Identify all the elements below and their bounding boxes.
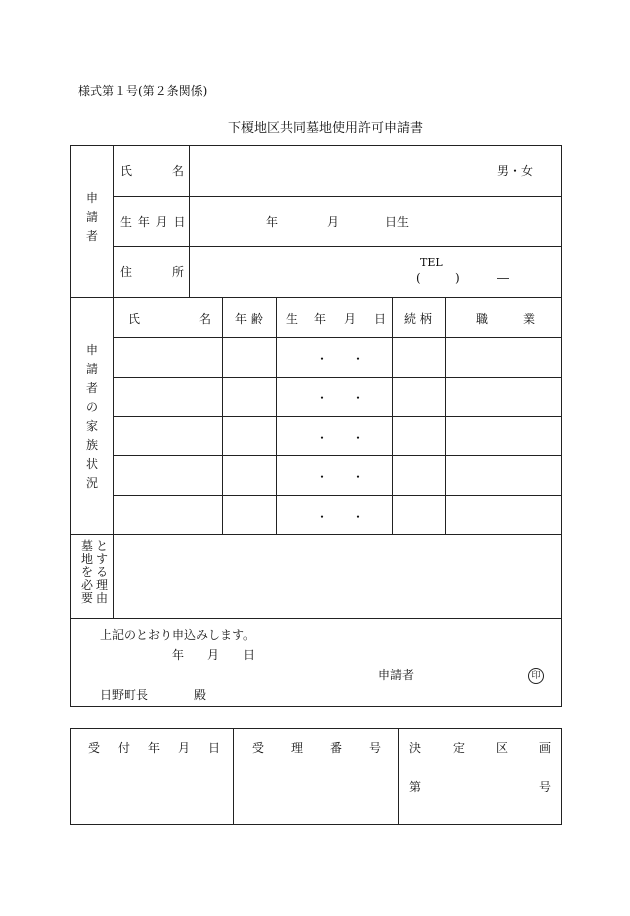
addressee: 日野町長 bbox=[100, 688, 149, 702]
family-header-name-2: 名 bbox=[199, 312, 212, 326]
applicant-name-label-1: 氏 bbox=[120, 164, 133, 178]
family-row-dob-separators: ・ ・ bbox=[316, 470, 365, 484]
declaration-year[interactable]: 年 bbox=[172, 648, 185, 662]
family-header-dob-2: 年 bbox=[314, 312, 327, 326]
tel-field[interactable] bbox=[420, 270, 540, 286]
office-number-3: 番 bbox=[330, 741, 343, 755]
office-received-4: 月 bbox=[178, 741, 191, 755]
office-decision-2: 定 bbox=[453, 741, 466, 755]
family-header-occupation-2: 業 bbox=[523, 312, 536, 326]
declaration-month[interactable]: 月 bbox=[207, 648, 220, 662]
office-number-2: 理 bbox=[291, 741, 304, 755]
family-header-dob-3: 月 bbox=[344, 312, 357, 326]
applicant-name-field[interactable] bbox=[191, 147, 491, 195]
family-header-relation: 続 柄 bbox=[404, 312, 432, 326]
applicant-address-label-1: 住 bbox=[120, 265, 133, 279]
tel-label: TEL bbox=[420, 256, 443, 269]
family-header-dob-4: 日 bbox=[374, 312, 387, 326]
tel-paren-open: ( bbox=[416, 271, 421, 285]
seal-mark: 印 bbox=[528, 668, 544, 684]
family-header-name-1: 氏 bbox=[128, 312, 141, 326]
form-title: 下榎地区共同墓地使用許可申請書 bbox=[228, 121, 424, 136]
declaration-applicant-label: 申請者 bbox=[378, 668, 415, 682]
family-section-label: 申 請 者 の 家 族 状 況 bbox=[85, 343, 98, 490]
office-received-2: 付 bbox=[118, 741, 131, 755]
family-row-dob-separators: ・ ・ bbox=[316, 391, 365, 405]
application-form-table bbox=[70, 145, 562, 707]
applicant-name-label-2: 名 bbox=[172, 164, 185, 178]
applicant-dob-year[interactable]: 年 bbox=[266, 215, 279, 229]
office-number-1: 受 bbox=[252, 741, 265, 755]
reason-label-col2: と す る 理 由 bbox=[95, 539, 108, 605]
family-header-occupation-1: 職 bbox=[476, 312, 489, 326]
form-reference: 様式第１号(第２条関係) bbox=[78, 84, 208, 98]
family-row-dob-separators: ・ ・ bbox=[316, 510, 365, 524]
office-dai: 第 bbox=[409, 780, 422, 794]
gender-choice[interactable]: 男・女 bbox=[497, 164, 534, 178]
applicant-dob-label: 生 年 月 日 bbox=[120, 215, 187, 229]
office-received-3: 年 bbox=[148, 741, 161, 755]
office-gou: 号 bbox=[539, 780, 552, 794]
tel-paren-close: ) bbox=[455, 271, 460, 285]
office-decision-1: 決 bbox=[409, 741, 422, 755]
office-number-4: 号 bbox=[369, 741, 382, 755]
applicant-dob-day[interactable]: 日生 bbox=[385, 215, 410, 229]
applicant-address-field[interactable] bbox=[191, 248, 411, 296]
family-header-age: 年 齢 bbox=[235, 312, 263, 326]
office-received-5: 日 bbox=[208, 741, 221, 755]
addressee-honorific: 殿 bbox=[194, 688, 207, 702]
family-row-dob-separators: ・ ・ bbox=[316, 352, 365, 366]
tel-dash: ― bbox=[497, 271, 509, 285]
reason-label-col1: 墓 地 を 必 要 bbox=[80, 539, 93, 605]
reason-field[interactable] bbox=[115, 536, 560, 617]
office-decision-3: 区 bbox=[496, 741, 509, 755]
family-row-dob-separators: ・ ・ bbox=[316, 431, 365, 445]
applicant-section-label: 申 請 者 bbox=[85, 191, 98, 243]
family-header-dob-1: 生 bbox=[286, 312, 299, 326]
declaration-text: 上記のとおり申込みします。 bbox=[100, 628, 256, 642]
office-use-table bbox=[70, 728, 562, 825]
applicant-address-label-2: 所 bbox=[172, 265, 185, 279]
applicant-dob-month[interactable]: 月 bbox=[327, 215, 340, 229]
office-received-1: 受 bbox=[88, 741, 101, 755]
declaration-day[interactable]: 日 bbox=[243, 648, 256, 662]
office-decision-4: 画 bbox=[539, 741, 552, 755]
